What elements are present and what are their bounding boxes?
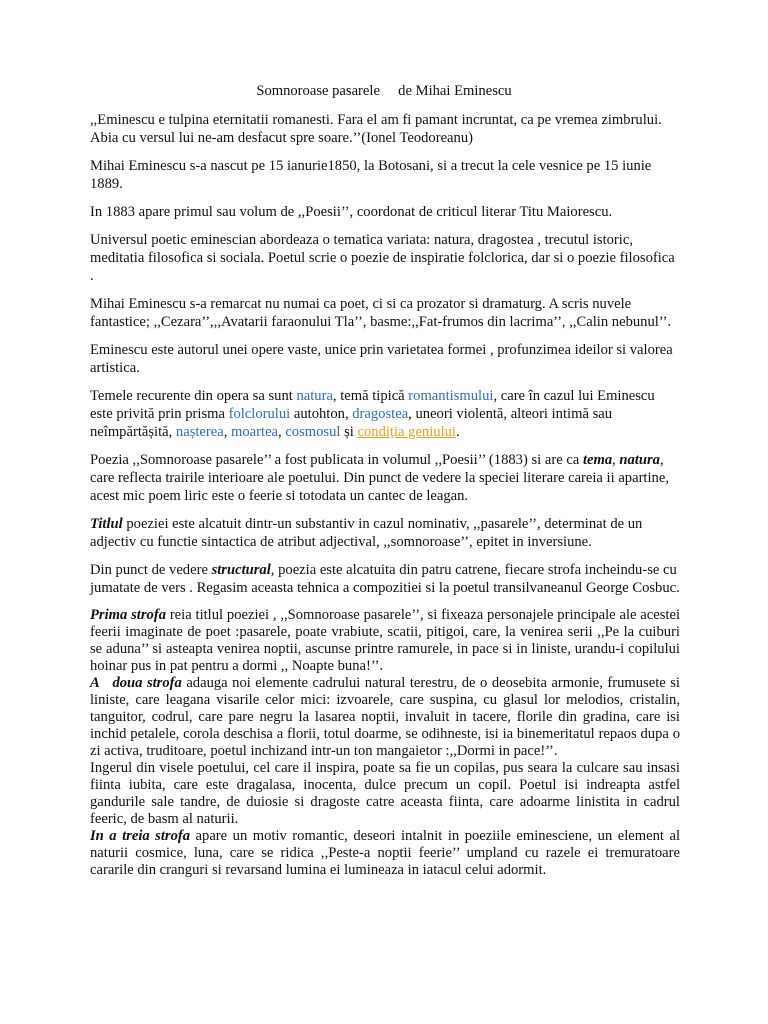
themes-overview-paragraph: Universul poetic eminescian abordeaza o tematica variata: natura, dragostea , trecutul istoric, meditatia filosofica si sociala. Poetul scrie o poezie de inspiratie folclorica, dar si o poezie filosofica . — [90, 232, 675, 284]
document-title: Somnoroase pasarele de Mihai Eminescu — [256, 83, 512, 99]
third-stanza-paragraph: In a treia strofa apare un motiv romantic, deseori intalnit in poeziile eminesciene, un element al naturii cosmice, luna, care se ridica ,,Peste-a noptii feerie’’ umpland cu razele ei tremuratoare cararile din cranguri si revarsand lumina ei lumineaza in iatacul celui adormit. — [90, 828, 680, 878]
link-conditia-geniului[interactable]: condiția geniului — [357, 424, 456, 440]
link-dragostea[interactable]: dragostea — [352, 406, 409, 422]
emphasis-natura: natura — [619, 452, 660, 468]
prose-paragraph: Mihai Eminescu s-a remarcat nu numai ca poet, ci si ca prozator si dramaturg. A scris nuvele fantastice; ,,Cezara’’,,,Avatarii faraonului Tla’’, basme:,,Fat-frumos din lacrima’’, ,,Calin nebunul’’. — [90, 296, 672, 330]
document-body — [90, 111, 680, 879]
quote-paragraph: ,,Eminescu e tulpina eternitatii romanesti. Fara el am fi pamant incruntat, ca pe vremea zimbrului. Abia cu versul lui ne-am desfacut spre soare.’’(Ionel Teodoreanu) — [90, 112, 662, 146]
first-stanza-paragraph: Prima strofa reia titlul poeziei , ,,Somnoroase pasarele’’, si fixeaza personajele principale ale acestei feerii imaginate de poet :pasarele, poate vrabiute, scatii, pitigoi, care, la venirea serii ,,Pe la cuiburi se aduna’’ si asteapta venirea noptii, ascunse printre ramurele, in pace si in liniste, urandu-i copilului hoinar pus in pat pentru a dormi ,, Noapte buna!’’. — [90, 607, 680, 674]
emphasis-a-treia-strofa: In a treia strofa — [90, 828, 191, 844]
theme-paragraph: Poezia ,,Somnoroase pasarele’’ a fost publicata in volumul ,,Poesii’’ (1883) si are ca tema, natura, care reflecta trairile interioare ale poetului. Din punct de vedere la speciei literare careia ii apartine, acest mic poem liric este o feerie si totodata un cantec de leagan. — [90, 452, 669, 504]
emphasis-a-doua-strofa: A doua strofa — [90, 675, 182, 691]
volume-paragraph: In 1883 apare primul sau volum de ,,Poesii’’, coordonat de criticul literar Titu Maiorescu. — [90, 204, 613, 220]
link-cosmosul[interactable]: cosmosul — [285, 424, 341, 440]
work-paragraph: Eminescu este autorul unei opere vaste, unice prin varietatea formei , profunzimea ideilor si valorea artistica. — [90, 342, 673, 376]
link-nasterea[interactable]: nașterea — [175, 424, 224, 440]
recurring-themes-paragraph: Temele recurente din opera sa sunt natura, temă tipică romantismului, care în cazul lui Eminescu este privită prin prisma folclorului autohton, dragostea, uneori violentă, alteori intimă sau neîmpărtășită, nașterea, moartea, cosmosul și condiția geniului. — [90, 388, 655, 440]
biography-paragraph: Mihai Eminescu s-a nascut pe 15 ianurie1850, la Botosani, si a trecut la cele vesnice pe 15 iunie 1889. — [90, 158, 652, 192]
title-analysis-paragraph: Titlul poeziei este alcatuit dintr-un substantiv in cazul nominativ, ,,pasarele’’, determinat de un adjectiv cu functie sintactica de atribut adjectival, ,,somnoroase’’, epitet in inversiune. — [90, 516, 643, 550]
link-moartea[interactable]: moartea — [231, 424, 279, 440]
link-natura[interactable]: natura — [296, 388, 333, 404]
emphasis-structural: structural — [211, 562, 271, 578]
emphasis-tema: tema — [582, 452, 613, 468]
link-romantismului[interactable]: romantismului — [408, 388, 494, 404]
emphasis-titlul: Titlul — [90, 516, 123, 532]
angel-paragraph: Ingerul din visele poetului, cel care il inspira, poate sa fie un copilas, pus seara la culcare sau insasi fiinta iubita, care este dragalasa, inocenta, dulce precum un copil. Poetul isi indreapta astfel gandurile sale tandre, de duiosie si dragoste catre aceasta fiinta, care adoarme linistita in cadrul feeric, de basm al naturii. — [90, 760, 680, 827]
structure-paragraph: Din punct de vedere structural, poezia este alcatuita din patru catrene, fiecare strofa incheindu-se cu jumatate de vers . Regasim aceasta tehnica a compozitiei si la poetul transilvaneanul George Cosbuc. — [90, 562, 680, 596]
link-folclorului[interactable]: folclorului — [228, 406, 291, 422]
emphasis-prima-strofa: Prima strofa — [90, 607, 166, 623]
second-stanza-paragraph: A doua strofa adauga noi elemente cadrului natural terestru, de o deosebita armonie, frumusete si liniste, care leagana visarile celor mici: izvoarele, care suspina, cu glasul lor melodios, cristalin, tanguitor, codrul, care pare negru la lasarea noptii, invaluit in tacere, florile din gradina, care isi inchid petalele, corola deschisa a florii, totul doarme, se odihneste, isi ia binemeritatul repaos dupa o zi activa, truditoare, poetul inchizand intr-un ton mangaietor :,,Dormi in pace!’’. — [90, 675, 680, 759]
